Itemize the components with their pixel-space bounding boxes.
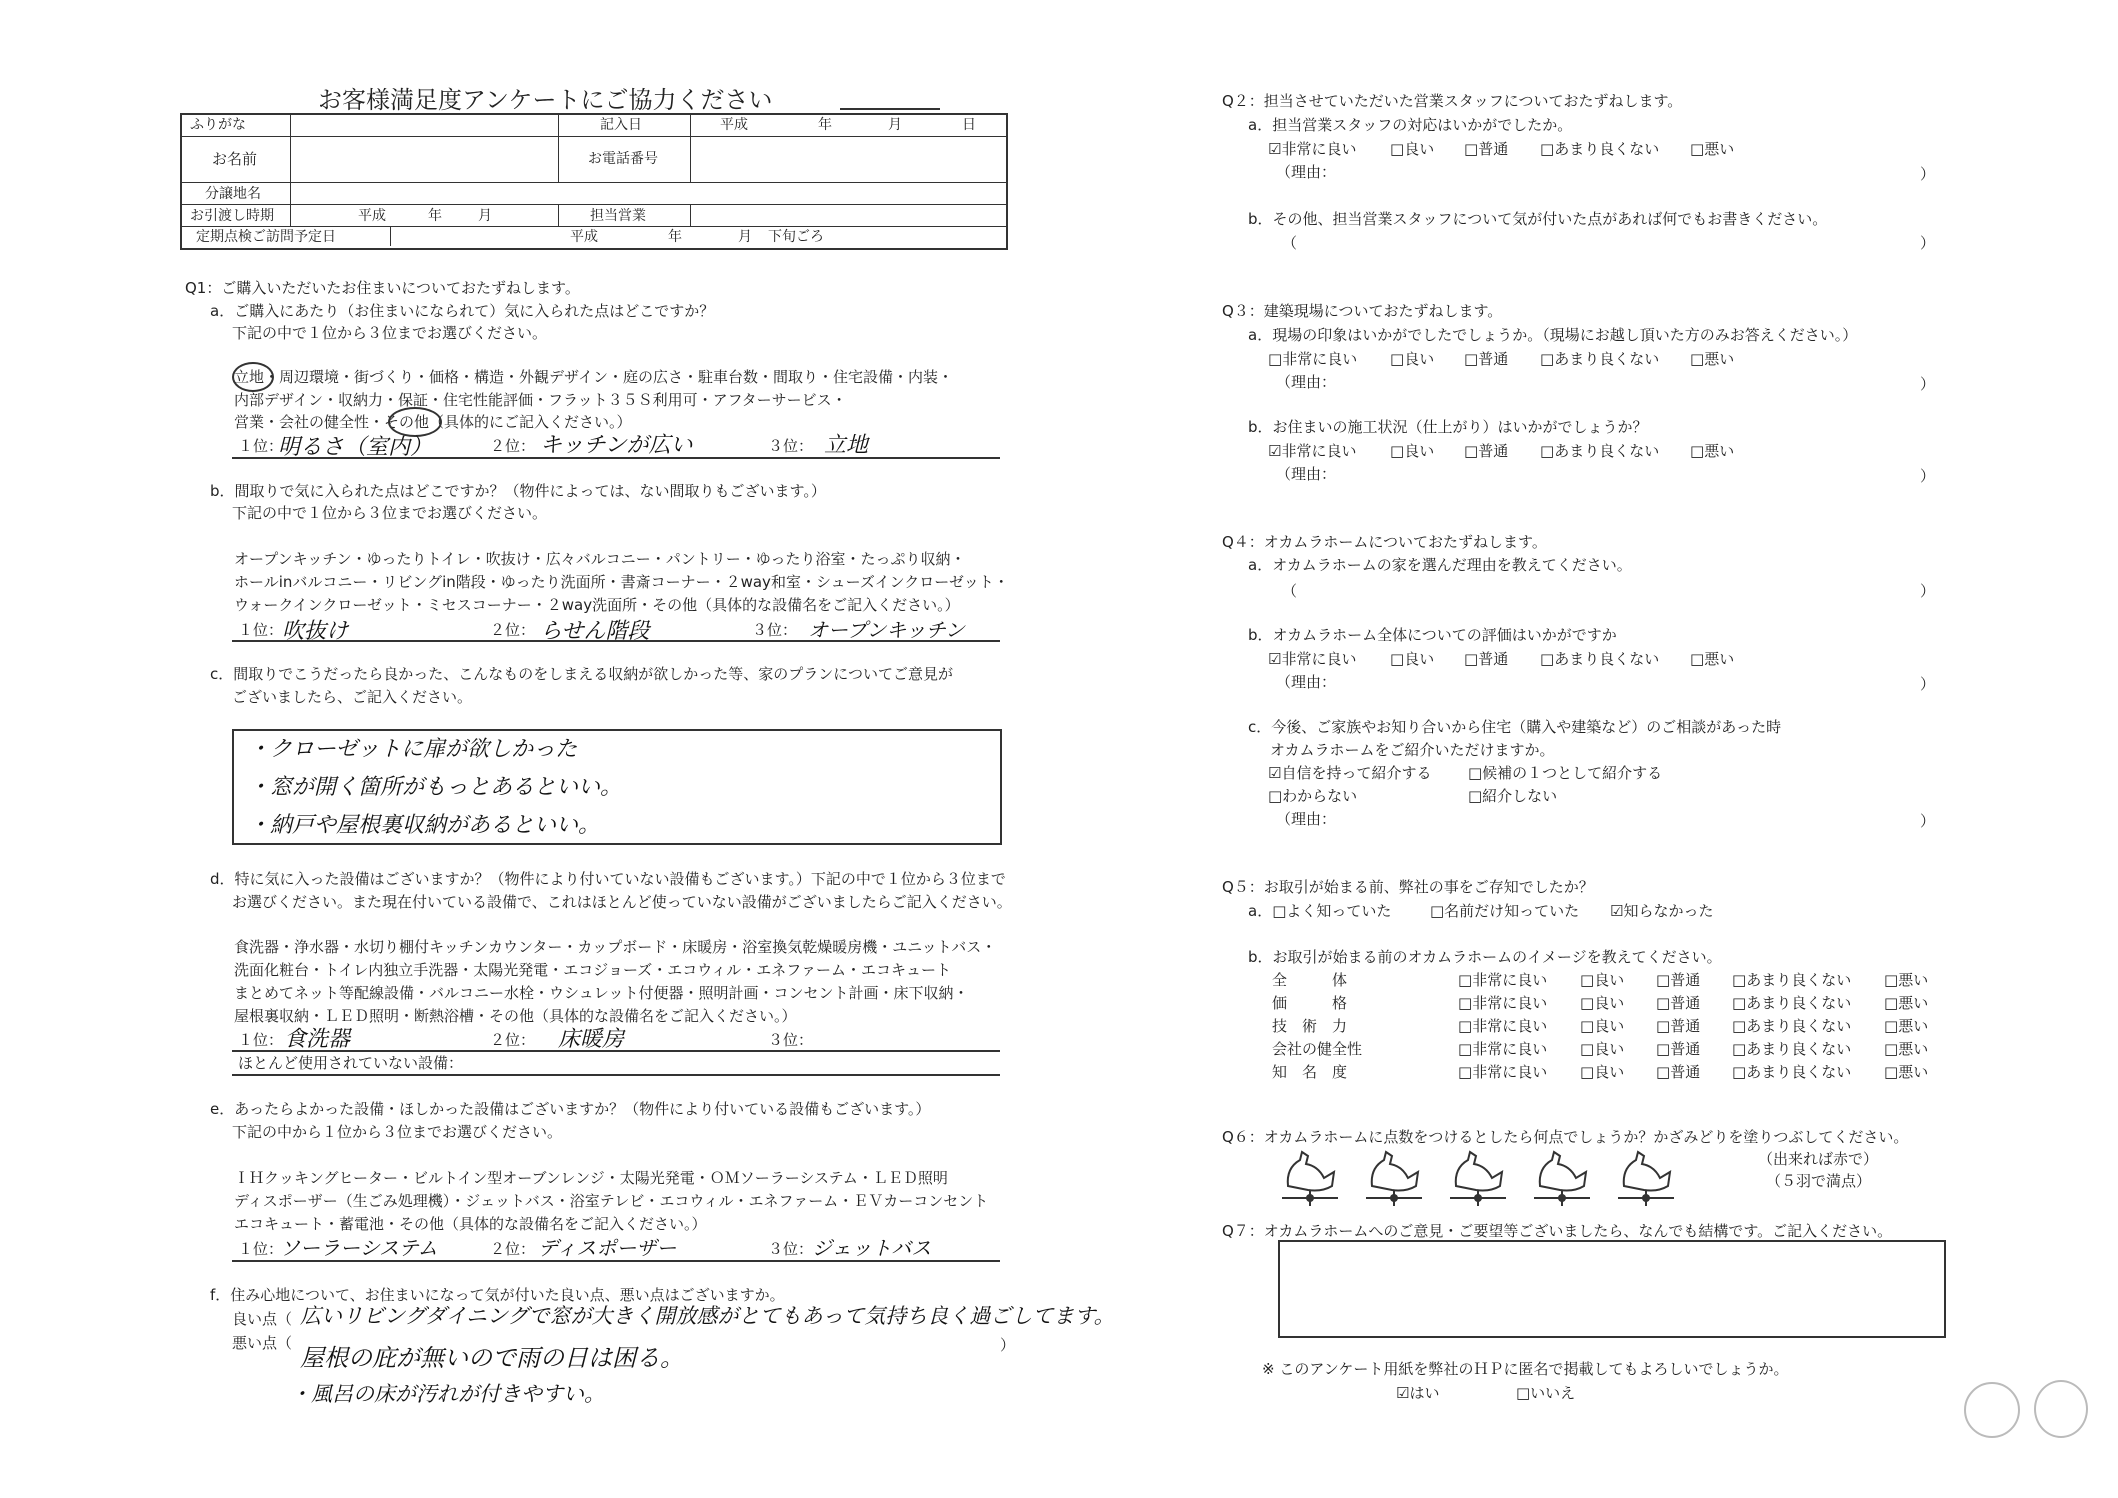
seal-stamp-icon	[1964, 1382, 2020, 1438]
checkbox-icon: □	[1390, 140, 1405, 158]
q7-title: Q７：オカムラホームへのご意見・ご要望等ございましたら、なんでも結構です。ご記入ください。	[1222, 1222, 1893, 1240]
q5-title: Q５：お取引が始まる前、弊社の事をご存知でしたか？	[1222, 878, 1594, 896]
checkbox-icon: □	[1732, 1040, 1747, 1058]
checkbox-icon: □	[1656, 971, 1671, 989]
seal-stamp-icon	[2034, 1380, 2088, 1438]
checkbox-icon: □	[1884, 971, 1899, 989]
checkbox-icon: □	[1656, 1017, 1671, 1035]
checkbox-icon: □	[1580, 1040, 1595, 1058]
checkbox-icon: □	[1656, 1040, 1671, 1058]
good-points-answer: 広いリビングダイニングで窓が大きく開放感がとてもあって気持ち良く過ごしてます。	[300, 1304, 1115, 1328]
checkbox-icon: □	[1690, 140, 1705, 158]
checkbox-icon: □	[1464, 442, 1479, 460]
q6-title: Q６：オカムラホームに点数をつけるとしたら何点でしょうか？かざみどりを塗りつぶしてください。	[1222, 1128, 1909, 1146]
checkbox-icon: □	[1884, 1040, 1899, 1058]
checkbox-icon: □	[1268, 350, 1283, 368]
checkbox-icon: □	[1580, 994, 1595, 1012]
checkbox-icon: □	[1540, 350, 1555, 368]
weathervane-rooster-icon[interactable]	[1278, 1146, 1342, 1208]
weathervane-rooster-icon[interactable]	[1362, 1146, 1426, 1208]
checkbox-icon: □	[1458, 1040, 1473, 1058]
entry-date-label: 記入日	[600, 117, 642, 133]
checkbox-icon: □	[1656, 1063, 1671, 1081]
hp-permission-no[interactable]: □いいえ	[1516, 1384, 1576, 1402]
bad-points-answer: 屋根の庇が無いので雨の日は困る。	[300, 1344, 684, 1372]
feedback-box[interactable]	[1278, 1240, 1946, 1338]
checkbox-icon: □	[1884, 1063, 1899, 1081]
image-row-label: 会社の健全性	[1272, 1040, 1363, 1058]
checkbox-icon: □	[1580, 1017, 1595, 1035]
rank3-answer: 立地	[824, 433, 869, 458]
checkbox-icon: □	[1464, 350, 1479, 368]
checkbox-icon: □	[1464, 650, 1479, 668]
checked-box-icon: ☑	[1268, 650, 1282, 668]
checkbox-icon: □	[1390, 442, 1405, 460]
checkbox-icon: □	[1540, 650, 1555, 668]
q4-title: Q４：オカムラホームについておたずねします。	[1222, 533, 1547, 551]
q1-title: Q1：ご購入いただいたお住まいについておたずねします。	[185, 279, 580, 297]
hp-permission-yes[interactable]: ☑はい	[1396, 1384, 1440, 1402]
inspection-label: 定期点検ご訪問予定日	[196, 229, 336, 245]
checkbox-icon: □	[1884, 994, 1899, 1012]
checkbox-icon: □	[1732, 1063, 1747, 1081]
checkbox-icon: □	[1458, 1017, 1473, 1035]
checkbox-icon: □	[1732, 971, 1747, 989]
circle-mark-icon	[232, 362, 274, 392]
weathervane-rooster-icon[interactable]	[1530, 1146, 1594, 1208]
checkbox-icon: □	[1656, 994, 1671, 1012]
checkbox-icon: □	[1540, 140, 1555, 158]
checkbox-icon: □	[1732, 1017, 1747, 1035]
sales-rep-label: 担当営業	[590, 208, 646, 224]
handover-label: お引渡し時期	[190, 208, 274, 224]
checkbox-icon: □	[1458, 971, 1473, 989]
checked-box-icon: ☑	[1268, 140, 1282, 158]
checkbox-icon: □	[1464, 140, 1479, 158]
image-row-label: 技 術 力	[1272, 1017, 1348, 1035]
q2-title: Q２：担当させていただいた営業スタッフについておたずねします。	[1222, 92, 1683, 110]
checkbox-icon: □	[1458, 1063, 1473, 1081]
checkbox-icon: □	[1540, 442, 1555, 460]
name-label: お名前	[212, 150, 258, 168]
image-row-label: 知 名 度	[1272, 1063, 1348, 1081]
checkbox-icon: □	[1390, 650, 1405, 668]
checkbox-icon: □	[1732, 994, 1747, 1012]
rank1-answer: 明るさ（室内）	[278, 435, 433, 460]
rating-very-good-checked[interactable]: ☑非常に良い	[1268, 140, 1357, 158]
checked-box-icon: ☑	[1268, 442, 1282, 460]
image-row-label: 全 体	[1272, 971, 1348, 989]
image-row-label: 価 格	[1272, 994, 1348, 1012]
rank2-answer: キッチンが広い	[540, 433, 693, 458]
page-title: お客様満足度アンケートにご協力ください	[318, 86, 773, 114]
subdivision-label: 分譲地名	[205, 186, 261, 202]
weathervane-rooster-icon[interactable]	[1446, 1146, 1510, 1208]
checkbox-icon: □	[1690, 350, 1705, 368]
checkbox-icon: □	[1580, 1063, 1595, 1081]
checkbox-icon: □	[1690, 650, 1705, 668]
tel-label: お電話番号	[588, 151, 658, 167]
checkbox-icon: □	[1690, 442, 1705, 460]
weathervane-rooster-icon[interactable]	[1614, 1146, 1678, 1208]
q3-title: Q３：建築現場についておたずねします。	[1222, 302, 1503, 320]
checkbox-icon: □	[1580, 971, 1595, 989]
checkbox-icon: □	[1390, 350, 1405, 368]
checkbox-icon: □	[1458, 994, 1473, 1012]
checkbox-icon: □	[1884, 1017, 1899, 1035]
title-underline	[840, 108, 940, 110]
furigana-label: ふりがな	[190, 117, 246, 133]
